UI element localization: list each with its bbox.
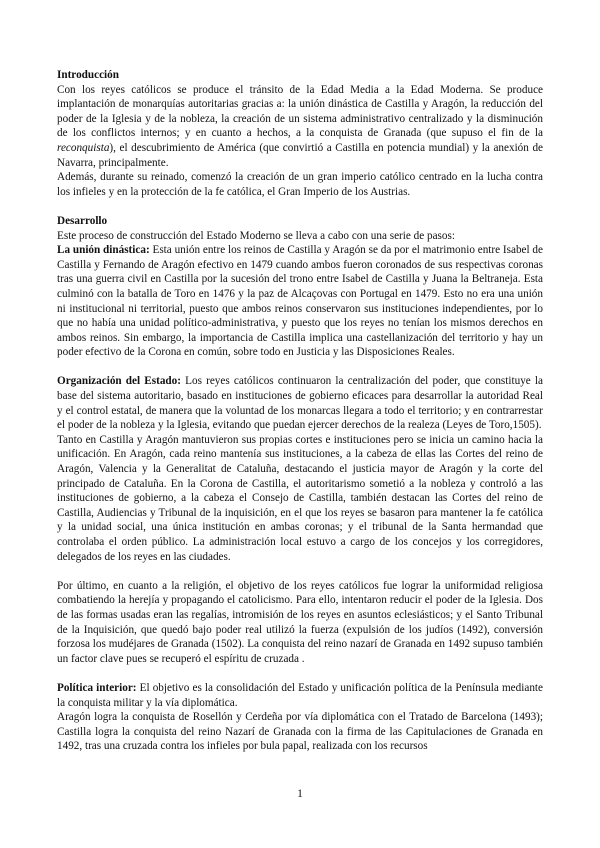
politica-interior-text: El objetivo es la consolidación del Estado y unificación política de la Península mediante la conquista militar y la vía diplomática. [57,681,543,709]
politica-interior-paragraph [57,681,543,710]
union-dinastica-label: La unión dinástica: [57,244,150,257]
spacer [57,564,543,579]
organizacion-paragraph [57,374,543,432]
spacer [57,199,543,214]
desarrollo-intro: Este proceso de construcción del Estado Moderno se lleva a cabo con una serie de pasos: [57,229,455,242]
organizacion-paragraph-2: Tanto en Castilla y Aragón mantuvieron sus propias cortes e instituciones pero se inicia un camino hacia la unificación. En Aragón, cada reino mantenía sus instituciones, a la cabeza de ellas las Cortes del reino de Aragón, Valencia y la Generalitat de Cataluña, destacando el justicia mayor de Aragón y la corte del principado de Cataluña. En la Corona de Castilla, el autoritarismo sometió a la nobleza y controló a las instituciones de gobierno, a la cabeza el Consejo de Castilla, también destacan las Cortes del reino de Castilla, Audiencias y Tribunal de la inquisición, en el que los reyes se basaron para mantener la fe católica y la unidad social, una única institución en ambas coronas; y el tribunal de la Santa hermandad que controlaba el orden público. La administración local estuvo a cargo de los concejos y los corregidores, delegados de los reyes en las ciudades. [57,433,543,563]
politica-interior-label: Política interior: [57,681,137,694]
religion-paragraph: Por último, en cuanto a la religión, el objetivo de los reyes católicos fue lograr la uniformidad religiosa combatiendo la herejía y propagando el catolicismo. Para ello, intentaron reducir el poder de la Iglesia. Dos de las formas usadas eran las regalías, intromisión de los reyes en asuntos eclesiásticos; y el Santo Tribunal de la Inquisición, que quedó bajo poder real utilizó la fuerza (expulsión de los judíos (1492), conversión forzosa los mudéjares de Granada (1502). La conquista del reino nazarí de Granada en 1492 supuso también un factor clave pues se recuperó el espíritu de cruzada . [57,579,543,665]
intro-heading: Introducción [57,69,119,81]
spacer [57,360,543,375]
intro-text-b: ), el descubrimiento de América (que convirtió a Castilla en potencia mundial) y la anexión de Navarra, principalmente. [57,141,543,169]
page-number: 1 [297,788,303,800]
union-dinastica-text: Esta unión entre los reinos de Castilla y Aragón se da por el matrimonio entre Isabel de Castilla y Fernando de Aragón efectivo en 1479 cuando ambos fueron coronados de sus respectivas coronas tras una guerra civil en Castilla por la sucesión del trono entre Isabel de Castilla y Juana la Beltraneja. Esta culminó con la batalla de Toro en 1476 y la paz de Alcaçovas con Portugal en 1479. Esto no era una unión ni institucional ni territorial, puesto que ambos reinos conservaron sus instituciones independientes, por lo que no había una unidad político-administrativa, y puesto que los reyes no tenían los mismos derechos en ambos reinos. Sin embargo, la importancia de Castilla implica una castellanización del territorio y hay un poder efectivo de la Corona en común, sobre todo en Justicia y las Disposiciones Reales. [57,244,543,359]
desarrollo-heading: Desarrollo [57,214,108,227]
intro-italic-term: reconquista [57,141,110,154]
spacer [57,666,543,681]
intro-text-a: Con los reyes católicos se produce el tránsito de la Edad Media a la Edad Moderna. Se produce implantación de monarquías autoritarias gracias a: la unión dinástica de Castilla y Aragón, la reducción del poder de la Iglesia y de la nobleza, la creación de un sistema administrativo centralizado y la disminución de los conflictos internos; y en cuanto a hechos, a la conquista de Granada (que supuso el fin de la [57,83,543,140]
document-body [57,68,543,754]
organizacion-text: Los reyes católicos continuaron la centralización del poder, que constituye la base del sistema autoritario, basado en instituciones de gobierno eficaces para desarrollar la autoridad Real y el control estatal, de manera que la voluntad de los monarcas llegara a todo el territorio; y en contrarrestar el poder de la nobleza y la Iglesia, evitando que puedan ejercer derechos de la realeza (Leyes de Toro,1505). [57,375,544,432]
organizacion-label: Organización del Estado: [57,375,181,388]
intro-paragraph-1 [57,83,543,171]
union-dinastica-paragraph [57,243,543,360]
politica-interior-paragraph-2: Aragón logra la conquista de Rosellón y Cerdeña por vía diplomática con el Tratado de Barcelona (1493); Castilla logra la conquista del reino Nazarí de Granada con la firma de las Capitulaciones de Granada en 1492, tras una cruzada contra los infieles por bula papal, realizada con los recursos [57,711,543,753]
intro-paragraph-2: Además, durante su reinado, comenzó la creación de un gran imperio católico centrado en la lucha contra los infieles y en la protección de la fe católica, el Gran Imperio de los Austrias. [57,171,543,198]
